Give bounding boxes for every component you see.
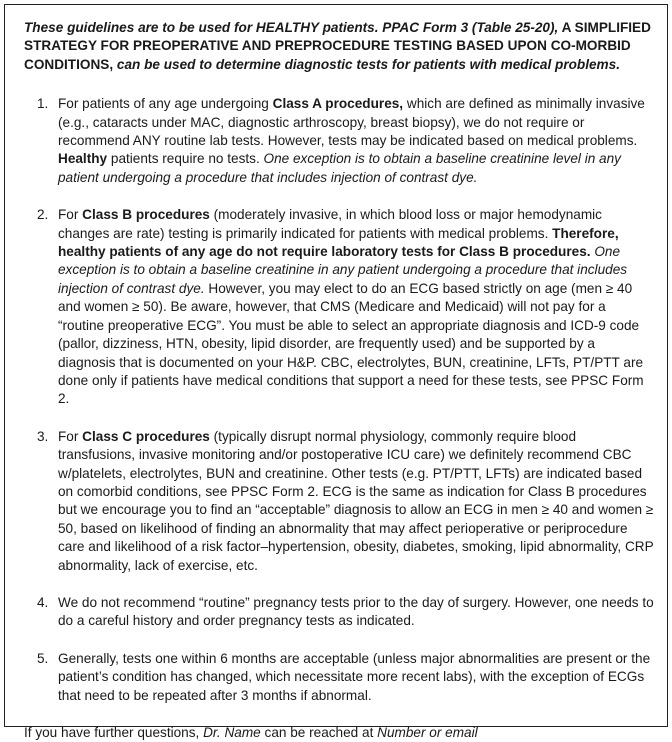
item-number: 4. [37,594,49,610]
item-text: For patients of any age undergoing [58,96,273,112]
item-text: However, you may elect to do an ECG based strictly on age (men ≥ 40 and women ≥ 50). Be aware, however, that CMS (Medicare and Medicaid) will not pay for a “routine preoperative ECG”. You must be able to select an appropriate diagnosis and ICD-9 code (pallor, dizziness, HTN, obesity, lipid disorder, are frequently used) and be supported by a diagnosis that is documented on your H&P. CBC, electrolytes, BUN, creatinine, LFTs, PT/PTT are done only if patients have medical conditions that support a need for these tests, see PPSC Form 2. [58,280,644,407]
guideline-item-2 [24,206,654,408]
item-text: For [58,207,83,223]
item-bold-term: Class C procedures [82,428,210,444]
item-bold-term: Class B procedures [82,207,210,223]
guideline-item-5 [24,650,654,705]
guidelines-box [4,4,668,740]
guideline-item-3 [24,428,654,575]
item-bold-term: Class A procedures, [272,96,404,112]
item-number: 5. [37,650,49,666]
item-text: Generally, tests one within 6 months are acceptable (unless major abnormalities are present or the patient’s condition has changed, which necessitate more recent labs), with the exception of ECGs that need to be repeated after 3 months if abnormal. [58,650,651,703]
item-text: (moderately invasive, in which blood loss or major hemodynamic changes are rate) testing is primarily indicated for patients with medical problems. [58,207,602,241]
guideline-item-4 [24,594,654,631]
closing-text: If you have further questions, [24,725,204,740]
intro-paragraph [24,19,654,74]
item-number: 3. [37,428,49,444]
item-italic-exception: One exception is to obtain a baseline creatinine in any patient undergoing a procedure that includes injection of contrast dye. [58,244,628,296]
item-text: which are defined as minimally invasive (e.g., cataracts under MAC, diagnostic arthroscopy, breast biopsy), we do not require or recommend ANY routine lab tests. However, tests may be indicated based on medical problems. [58,96,645,149]
item-text: We do not recommend “routine” pregnancy tests prior to the day of surgery. However, one needs to do a careful history and order pregnancy tests as indicated. [58,594,654,629]
intro-italic-tail: can be used to determine diagnostic tests for patients with medical problems. [116,56,620,72]
item-text: For [58,428,83,444]
item-text: (typically disrupt normal physiology, commonly require blood transfusions, invasive monitoring and/or postoperative ICU care) we definitely recommend CBC w/platelets, electrolytes, BUN and creatinine. Other tests (e.g. PT/PTT, LFTs) are indicated based on comorbid conditions, see PPSC Form 2. ECG is the same as indication for Class B procedures but we encourage you to find an “acceptable” diagnosis to allow an ECG in men ≥ 40 and women ≥ 50, based on likelihood of finding an abnormality that may affect perioperative or periprocedure care and likelihood of a risk factor–hypertension, obesity, diabetes, smoking, lipid abnormality, CRP abnormality, lack of exercise, etc. [58,428,654,573]
guidelines-content [24,19,654,742]
intro-italic-lead: These guidelines are to be used for HEALTHY patients. PPAC Form 3 (Table 25-20), [24,20,559,35]
guideline-list [24,95,654,705]
intro-form-title: A SIMPLIFIED STRATEGY FOR PREOPERATIVE AND PREPROCEDURE TESTING BASED UPON CO-MORBID CONDITIONS, [24,20,651,72]
item-text: patients require no tests. [107,151,264,167]
item-bold-statement: Therefore, healthy patients of any age do not require laboratory tests for Class B procedures. [58,225,619,260]
closing-text: can be reached at [260,725,378,740]
item-bold-term: Healthy [58,151,108,167]
closing-line [24,724,654,742]
contact-name-placeholder: Dr. Name [203,725,261,740]
item-number: 1. [37,96,49,112]
contact-info-placeholder: Number or email [377,725,478,740]
guideline-item-1 [24,95,654,187]
item-italic-exception: One exception is to obtain a baseline creatinine level in any patient undergoing a procedure that includes injection of contrast dye. [58,151,621,185]
item-number: 2. [37,207,49,223]
